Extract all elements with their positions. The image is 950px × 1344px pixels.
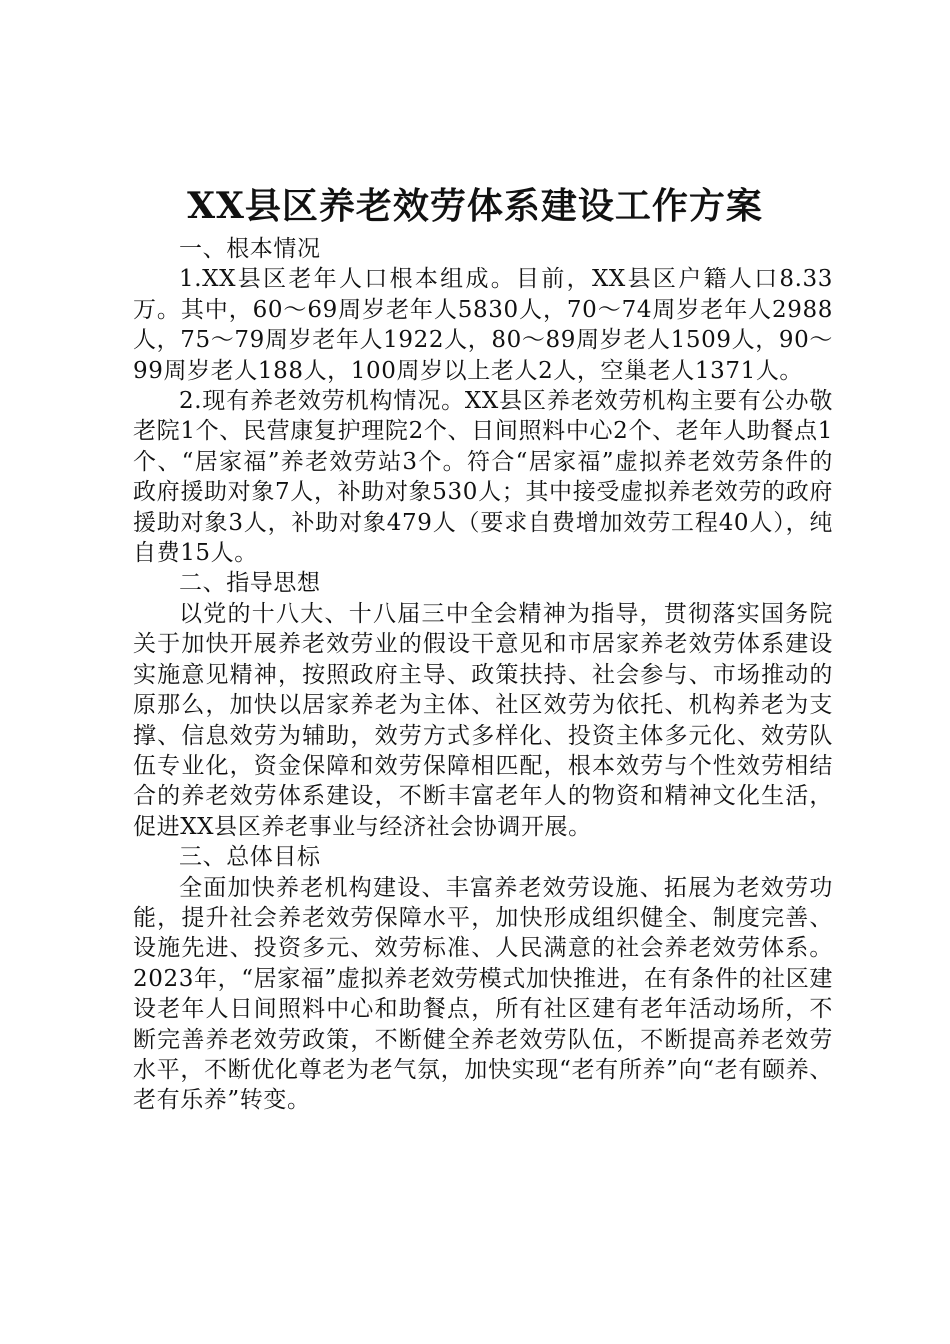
document-title: XX县区养老效劳体系建设工作方案: [187, 185, 763, 227]
section-2-paragraph-1: 以党的十八大、十八届三中全会精神为指导，贯彻落实国务院关于加快开展养老效劳业的假设干意见和市居家养老效劳体系建设实施意见精神，按照政府主导、政策扶持、社会参与、市场推动的原那么，加快以居家养老为主体、社区效劳为依托、机构养老为支撑、信息效劳为辅助，效劳方式多样化、投资主体多元化、效劳队伍专业化，资金保障和效劳保障相匹配，根本效劳与个性效劳相结合的养老效劳体系建设，不断丰富老年人的物资和精神文化生活，促进XX县区养老事业与经济社会协调开展。: [133, 600, 833, 840]
section-heading-2: 二、指导思想: [179, 570, 321, 597]
section-heading-3: 三、总体目标: [179, 844, 321, 871]
section-heading-1: 一、根本情况: [179, 236, 321, 262]
section-1-paragraph-1: 1.XX县区老年人口根本组成。目前，XX县区户籍人口8.33万。其中，60～69周岁老年人5830人，70～74周岁老年人2988人，75～79周岁老年人1922人，80～89周岁老人1509人，90～99周岁老人188人，100周岁以上老人2人，空巢老人1371人。: [133, 266, 833, 384]
section-1-paragraph-2: 2.现有养老效劳机构情况。XX县区养老效劳机构主要有公办敬老院1个、民营康复护理院2个、日间照料中心2个、老年人助餐点1个、“居家福”养老效劳站3个。符合“居家福”虚拟养老效劳条件的政府援助对象7人，补助对象530人；其中接受虚拟养老效劳的政府援助对象3人，补助对象479人（要求自费增加效劳工程40人），纯自费15人。: [133, 388, 833, 567]
document-body: [133, 234, 833, 1116]
section-3-paragraph-1: 全面加快养老机构建设、丰富养老效劳设施、拓展为老效劳功能，提升社会养老效劳保障水平，加快形成组织健全、制度完善、设施先进、投资多元、效劳标准、人民满意的社会养老效劳体系。2023年，“居家福”虚拟养老效劳模式加快推进，在有条件的社区建设老年人日间照料中心和助餐点，所有社区建有老年活动场所，不断完善养老效劳政策，不断健全养老效劳队伍，不断提高养老效劳水平，不断优化尊老为老气氛，加快实现“老有所养”向“老有颐养、老有乐养”转变。: [133, 874, 833, 1114]
